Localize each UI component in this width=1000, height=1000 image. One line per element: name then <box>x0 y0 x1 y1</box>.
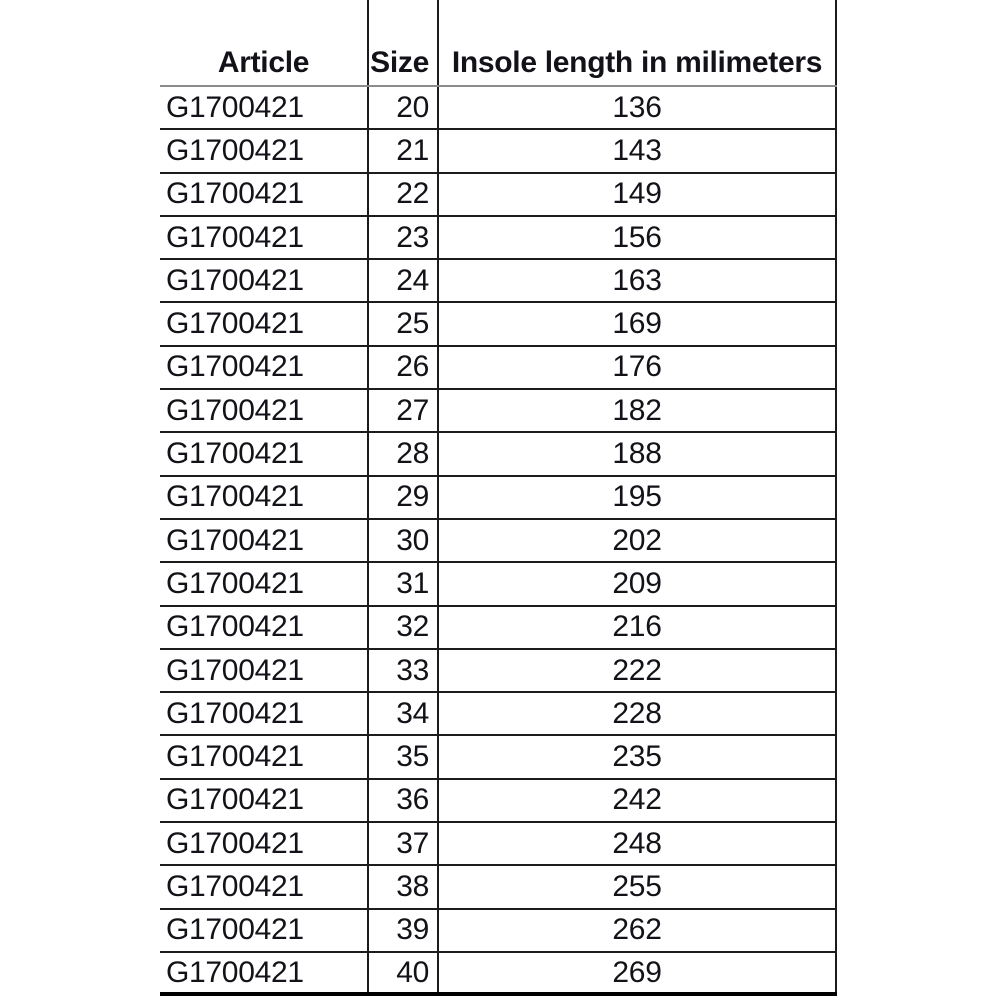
table-row <box>160 693 837 736</box>
size-cell: 28 <box>367 433 437 474</box>
insole-cell: 242 <box>437 780 837 821</box>
article-cell: G1700421 <box>166 869 304 903</box>
table-row <box>160 780 837 823</box>
size-cell: 30 <box>367 520 437 561</box>
table-row <box>160 563 837 606</box>
table-row <box>160 130 837 173</box>
size-cell: 23 <box>367 217 437 258</box>
size-cell: 29 <box>367 477 437 518</box>
article-cell: G1700421 <box>166 826 304 860</box>
table-row <box>160 953 837 996</box>
size-cell: 21 <box>367 130 437 171</box>
insole-cell: 216 <box>437 607 837 648</box>
size-cell: 32 <box>367 607 437 648</box>
article-cell: G1700421 <box>166 350 304 384</box>
size-cell: 37 <box>367 823 437 864</box>
insole-cell: 136 <box>437 87 837 128</box>
column-header-insole: Insole length in milimeters <box>437 0 837 85</box>
table-row <box>160 347 837 390</box>
table-row <box>160 303 837 346</box>
article-cell: G1700421 <box>166 783 304 817</box>
column-header-article: Article <box>217 46 310 79</box>
size-cell: 39 <box>367 910 437 951</box>
article-cell: G1700421 <box>166 955 304 989</box>
insole-cell: 228 <box>437 693 837 734</box>
article-cell: G1700421 <box>166 610 304 644</box>
insole-cell: 235 <box>437 736 837 777</box>
table-row <box>160 736 837 779</box>
article-cell: G1700421 <box>166 740 304 774</box>
size-cell: 24 <box>367 260 437 301</box>
article-cell: G1700421 <box>166 523 304 557</box>
table-row <box>160 477 837 520</box>
table-row <box>160 520 837 563</box>
insole-cell: 182 <box>437 390 837 431</box>
insole-cell: 163 <box>437 260 837 301</box>
insole-cell: 209 <box>437 563 837 604</box>
table-row <box>160 823 837 866</box>
size-cell: 34 <box>367 693 437 734</box>
table-row <box>160 910 837 953</box>
article-cell: G1700421 <box>166 696 304 730</box>
article-cell: G1700421 <box>166 90 304 124</box>
article-cell: G1700421 <box>166 393 304 427</box>
table-row <box>160 433 837 476</box>
article-cell: G1700421 <box>166 480 304 514</box>
insole-cell: 188 <box>437 433 837 474</box>
size-chart-table <box>160 0 837 996</box>
insole-cell: 156 <box>437 217 837 258</box>
insole-cell: 262 <box>437 910 837 951</box>
insole-cell: 202 <box>437 520 837 561</box>
size-cell: 27 <box>367 390 437 431</box>
article-cell: G1700421 <box>166 566 304 600</box>
table-row <box>160 650 837 693</box>
table-row <box>160 87 837 130</box>
article-cell: G1700421 <box>166 913 304 947</box>
insole-cell: 255 <box>437 866 837 907</box>
size-cell: 35 <box>367 736 437 777</box>
insole-cell: 248 <box>437 823 837 864</box>
table-header-row <box>160 0 837 87</box>
size-cell: 40 <box>367 953 437 992</box>
article-cell: G1700421 <box>166 220 304 254</box>
table-body <box>160 87 837 996</box>
article-cell: G1700421 <box>166 307 304 341</box>
table-row <box>160 390 837 433</box>
article-cell: G1700421 <box>166 263 304 297</box>
insole-cell: 195 <box>437 477 837 518</box>
table-row <box>160 217 837 260</box>
size-cell: 38 <box>367 866 437 907</box>
article-cell: G1700421 <box>166 437 304 471</box>
size-cell: 20 <box>367 87 437 128</box>
insole-cell: 143 <box>437 130 837 171</box>
size-cell: 33 <box>367 650 437 691</box>
insole-cell: 269 <box>437 953 837 992</box>
table-row <box>160 866 837 909</box>
table-row <box>160 174 837 217</box>
article-cell: G1700421 <box>166 133 304 167</box>
article-cell: G1700421 <box>166 177 304 211</box>
article-cell: G1700421 <box>166 653 304 687</box>
table-row <box>160 260 837 303</box>
insole-cell: 149 <box>437 174 837 215</box>
size-cell: 31 <box>367 563 437 604</box>
table-row <box>160 607 837 650</box>
size-cell: 26 <box>367 347 437 388</box>
insole-cell: 169 <box>437 303 837 344</box>
size-cell: 25 <box>367 303 437 344</box>
size-cell: 36 <box>367 780 437 821</box>
insole-cell: 222 <box>437 650 837 691</box>
column-header-size: Size <box>367 0 437 85</box>
insole-cell: 176 <box>437 347 837 388</box>
size-cell: 22 <box>367 174 437 215</box>
